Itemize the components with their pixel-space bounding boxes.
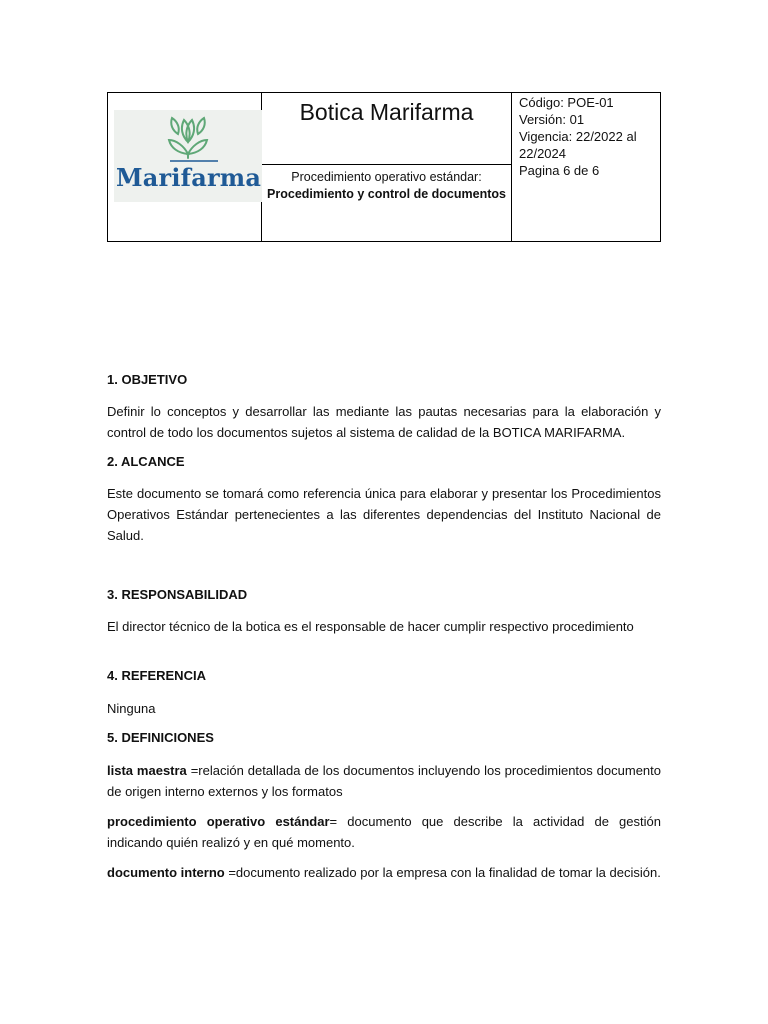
document-validity-2: 22/2024 — [519, 146, 566, 161]
subtitle-line-1: Procedimiento operativo estándar: — [291, 170, 482, 184]
definition-text: = documento que describe la actividad de gestión indicando quién realizó y en qué momento. — [107, 814, 661, 850]
document-meta-cell — [519, 94, 659, 179]
company-logo — [114, 110, 262, 202]
title-cell — [262, 93, 512, 241]
document-version: Versión: 01 — [519, 112, 585, 127]
definition-text: =relación detallada de los documentos incluyendo los procedimientos documento de origen interno externos y los formatos — [107, 763, 661, 799]
section-3-title: 3. RESPONSABILIDAD — [107, 587, 248, 602]
document-validity-1: Vigencia: 22/2022 al — [519, 129, 637, 144]
section-4-title: 4. REFERENCIA — [107, 668, 206, 683]
subtitle-line-2: Procedimiento y control de documentos — [267, 187, 506, 201]
document-subtitle — [262, 169, 511, 203]
definition-poe — [107, 811, 661, 853]
section-1-text: Definir lo conceptos y desarrollar las mediante las pautas necesarias para la elaboración y control de todo los documentos sujetos al sistema de calidad de la BOTICA MARIFARMA. — [107, 404, 661, 440]
section-3-text: El director técnico de la botica es el responsable de hacer cumplir respectivo procedimiento — [107, 619, 634, 634]
section-1-title: 1. OBJETIVO — [107, 372, 188, 387]
definition-text: =documento realizado por la empresa con la finalidad de tomar la decisión. — [224, 865, 661, 880]
definition-term: procedimiento operativo estándar — [107, 814, 330, 829]
document-header-table — [107, 92, 661, 242]
section-2-text: Este documento se tomará como referencia única para elaborar y presentar los Procedimientos Operativos Estándar pertenecientes a las diferentes dependencias del Instituto Nacional de Salud. — [107, 486, 661, 543]
definition-documento-interno — [107, 862, 661, 883]
definition-term: documento interno — [107, 865, 225, 880]
document-code: Código: POE-01 — [519, 95, 614, 110]
section-4-text: Ninguna — [107, 701, 156, 716]
section-2-title: 2. ALCANCE — [107, 454, 185, 469]
section-5-title: 5. DEFINICIONES — [107, 730, 214, 745]
logo-wordmark: Marifarma — [116, 163, 262, 192]
definition-lista-maestra — [107, 760, 661, 802]
logo-cell — [108, 93, 262, 241]
page-number: Pagina 6 de 6 — [519, 163, 600, 178]
company-name: Botica Marifarma — [262, 93, 511, 165]
definition-term: lista maestra — [107, 763, 187, 778]
